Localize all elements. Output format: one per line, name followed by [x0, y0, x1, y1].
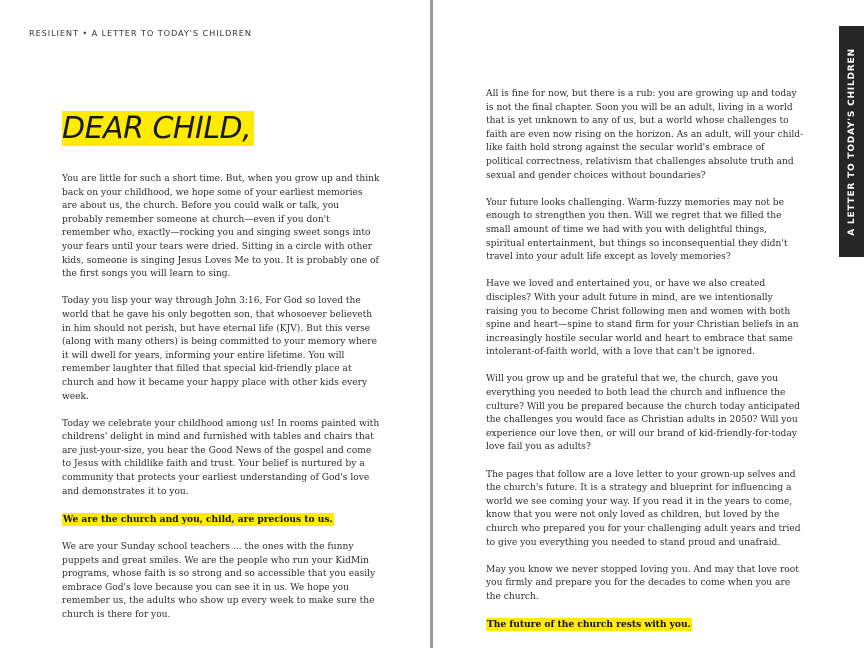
highlight-text: The future of the church rests with you.	[487, 619, 691, 631]
chapter-tab	[839, 26, 864, 257]
left-body	[62, 173, 380, 636]
page-title	[62, 112, 254, 146]
highlight-text: We are the church and you, child, are precious to us.	[63, 513, 333, 525]
paragraph: Will you grow up and be grateful that we, the church, gave you everything you needed to both lead the church and influence the culture? Will you be prepared because the church today anticipated the challenges you would face as Christian adults in 2050? Will you experience our love then, or will our brand of kid-friendly-for-today love fail you as adults?	[486, 374, 800, 453]
paragraph: Today we celebrate your childhood among us! In rooms painted with childrens' delight in mind and furnished with tables and chairs that are just-your-size, you hear the Good News of the gospel and come to Jesus with childlike faith and trust. Your belief is nurtured by a community that protects your earliest understanding of God's love and demonstrates it to you.	[62, 418, 380, 497]
chapter-tab-label: A LETTER TO TODAY'S CHILDREN	[846, 47, 857, 236]
paragraph: Your future looks challenging. Warm-fuzzy memories may not be enough to strengthen you then. Will we regret that we filled the small amount of time we had with you with delightful things, spiritual entertainment, but things so inconsequential they didn't travel into your adult life except as lovely memories?	[486, 197, 788, 263]
right-body	[486, 88, 804, 646]
right-page	[433, 0, 864, 648]
paragraph: We are your Sunday school teachers ... the ones with the funny puppets and great smiles. We are the people who run your KidMin programs, whose faith is so strong and so accessible that you easily embrace God's love because you can see it in us. We hope you remember us, the adults who show up every week to make sure the church is there for you.	[62, 542, 376, 620]
paragraph: All is fine for now, but there is a rub: you are growing up and today is not the final chapter. Soon you will be an adult, living in a world that is yet unknown to any of us, but a world whose challenges to faith are even now rising on the horizon. As an adult, will your child-like faith hold strong against the secular world's embrace of political correctness, relativism that challenges absolute truth and sexual and gender choices without boundaries?	[486, 89, 804, 181]
title-text: DEAR CHILD,	[62, 111, 254, 146]
highlighted-statement	[62, 513, 380, 528]
paragraph: May you know we never stopped loving you. And may that love root you firmly and prepare you for the decades to come when you are the church.	[486, 564, 799, 602]
paragraph: The pages that follow are a love letter to your grown-up selves and the church's future. It is a strategy and blueprint for influencing a world we see coming your way. If you read it in the years to come, know that you were not only loved as children, but loved by the church who prepared you for your challenging adult years and tried to give you everything you needed to stand proud and unafraid.	[486, 469, 801, 548]
left-page	[0, 0, 430, 648]
running-head: RESILIENT • A LETTER TO TODAY'S CHILDREN	[29, 28, 252, 38]
highlighted-statement	[486, 618, 804, 633]
paragraph: Today you lisp your way through John 3:16, For God so loved the world that he gave his only begotten son, that whosoever believeth in him should not perish, but have eternal life (KJV). But this verse (along with many others) is being committed to your memory where it will dwell for years, informing your entire lifetime. You will remember laughter that filled that special kid-friendly place at church and how it became your happy place with other kids every week.	[62, 296, 377, 402]
paragraph: You are little for such a short time. But, when you grow up and think back on your childhood, we hope some of your earliest memories are about us, the church. Before you could walk or talk, you probably remember someone at church—even if you don't remember who, exactly—rocking you and singing sweet songs into your fears until your tears were dried. Sitting in a circle with other kids, someone is singing Jesus Loves Me to you. It is probably one of the first songs you will learn to sing.	[62, 174, 380, 280]
paragraph: Have we loved and entertained you, or have we also created disciples? With your adult future in mind, are we intentionally raising you to become Christ following men and women with both spine and heart—spine to stand firm for your Christian beliefs in an increasingly hostile secular world and heart to embrace that same intolerant-of-faith world, with a love that can't be ignored.	[486, 279, 799, 358]
